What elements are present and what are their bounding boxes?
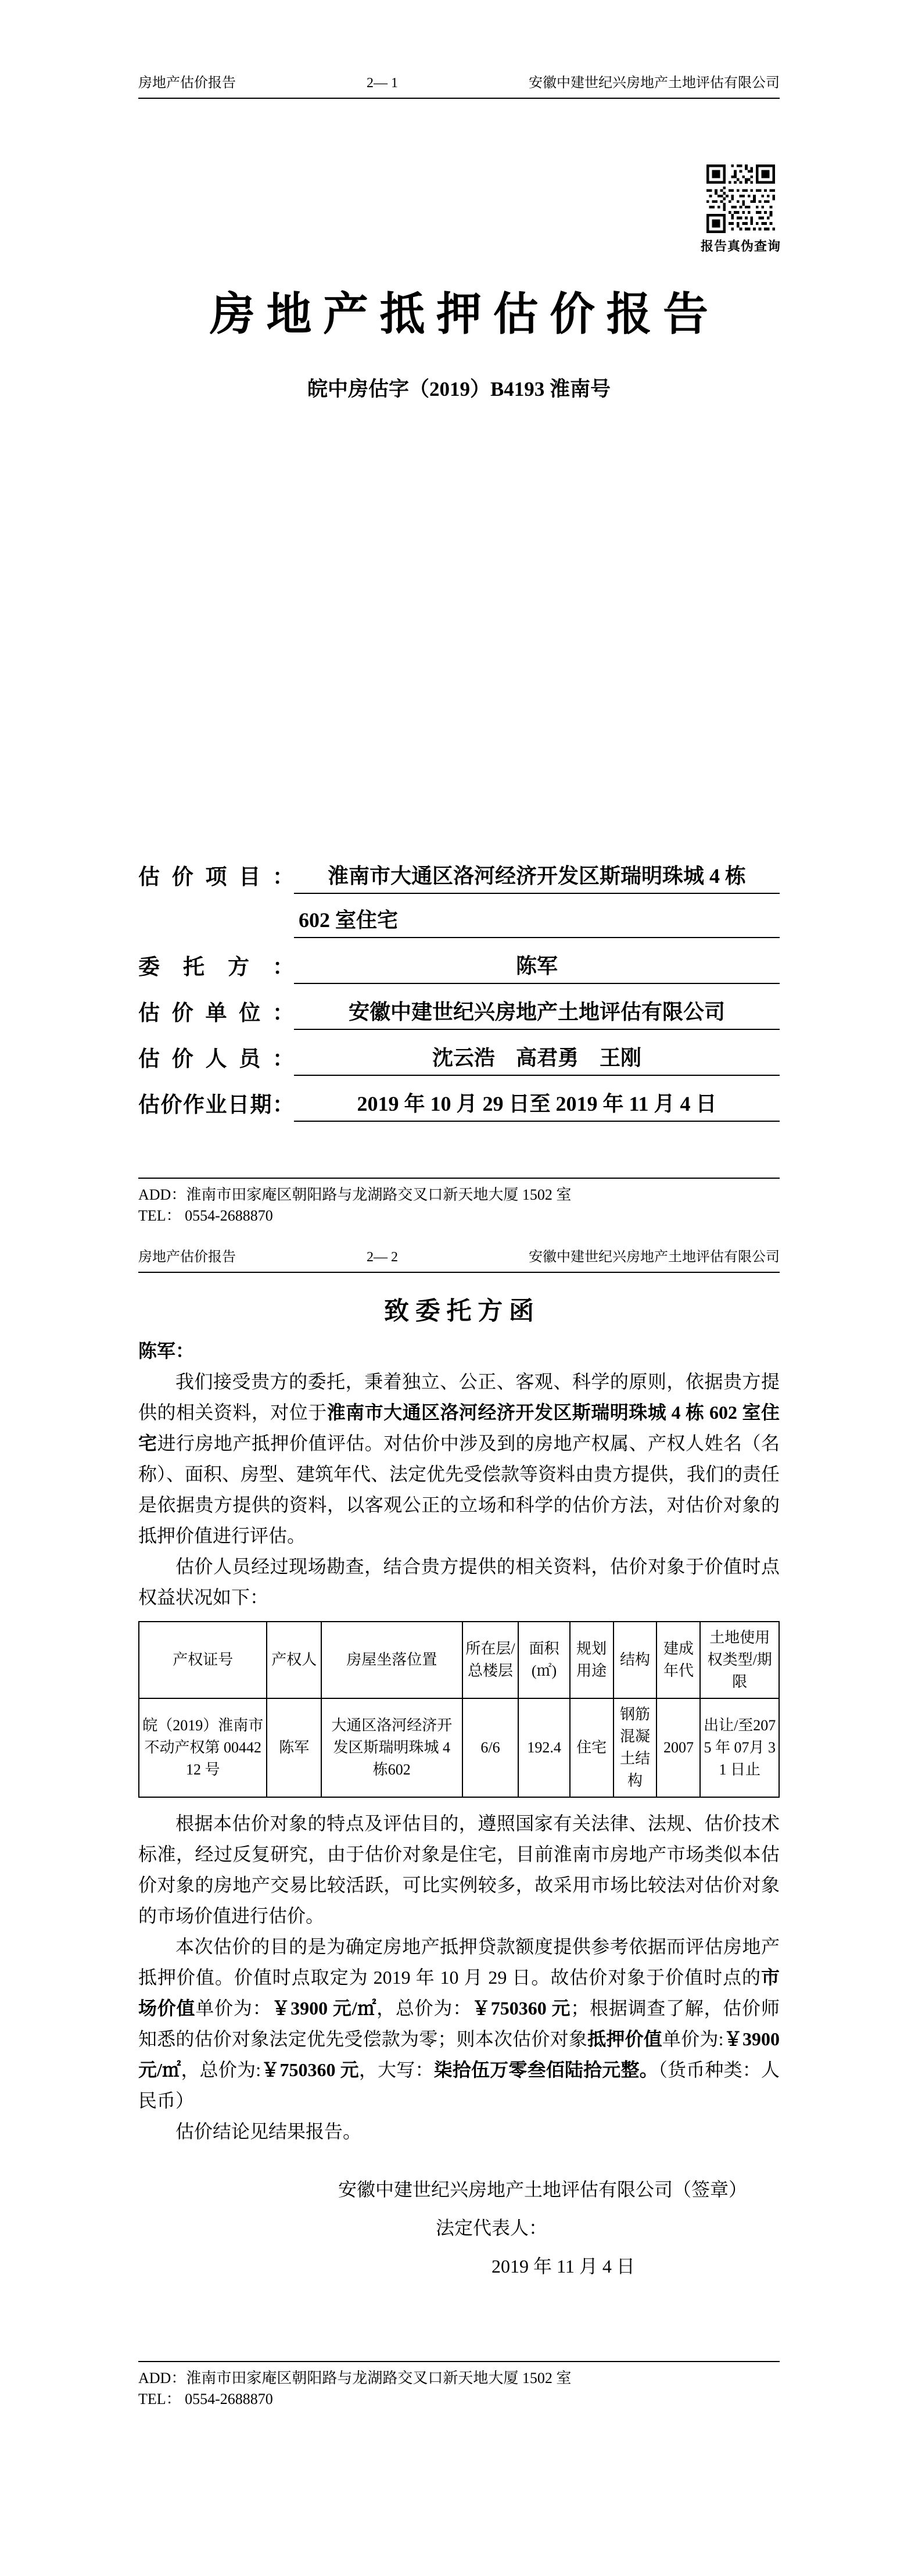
signature-date: 2019 年 11 月 4 日 — [492, 2256, 635, 2277]
form-row-work-date — [138, 1076, 780, 1122]
para4-total-price: ￥750360 元 — [471, 1998, 571, 2019]
header-company-name: 安徽中建世纪兴房地产土地评估有限公司 — [529, 76, 780, 91]
page1-footer — [138, 1178, 780, 1226]
col-header-floor: 所在层/总楼层 — [462, 1622, 519, 1698]
col-header-structure: 结构 — [614, 1622, 657, 1698]
cell-location: 大通区洛河经济开发区斯瑞明珠城 4 栋602 — [321, 1698, 462, 1797]
property-rights-table — [138, 1621, 780, 1798]
form-row-agency — [138, 984, 780, 1030]
form-label-client: 委托方： — [138, 956, 294, 979]
form-label-appraisers: 估价人员： — [138, 1047, 294, 1071]
table-data-row — [139, 1698, 779, 1797]
para1-text: 我们接受贵方的委托，秉着独立、公正、客观、科学的原则，依据贵方提供的相关资料，对位于 — [138, 1371, 780, 1423]
form-row-project-cont — [138, 894, 780, 938]
header-page-number: 2— 2 — [367, 1250, 398, 1265]
col-header-use: 规划用途 — [570, 1622, 614, 1698]
letter-paragraph-2: 估价人员经过现场勘查，结合贵方提供的相关资料，估价对象于价值时点权益状况如下： — [138, 1556, 780, 1608]
qr-caption: 报告真伪查询 — [700, 239, 781, 253]
para4-text: 单价为: — [662, 2028, 724, 2049]
letter-paragraph-4 — [138, 1931, 780, 2116]
para4-text: ，大写： — [358, 2059, 434, 2080]
para4-text: ，总价为： — [376, 1998, 472, 2019]
form-value-client: 陈军 — [294, 950, 780, 984]
para4-text: 单价为： — [195, 1998, 272, 2019]
footer-address: ADD：淮南市田家庵区朝阳路与龙湖路交叉口新天地大厦 1502 室 — [138, 2370, 572, 2387]
form-value-appraisers: 沈云浩 高君勇 王刚 — [294, 1042, 780, 1076]
col-header-location: 房屋坐落位置 — [321, 1622, 462, 1698]
signature-legal-representative: 法定代表人： — [436, 2217, 548, 2238]
table-header-row — [139, 1622, 779, 1698]
letter-paragraph-5: 估价结论见结果报告。 — [175, 2121, 362, 2142]
form-label-agency: 估价单位： — [138, 1001, 294, 1025]
form-row-client — [138, 938, 780, 984]
form-label-work-date: 估价作业日期： — [138, 1093, 294, 1117]
form-label-project: 估价项目： — [138, 865, 294, 889]
para1-text: 进行房地产抵押价值评估。对估价中涉及到的房地产权属、产权人姓名（名称）、面积、房型、建筑年代、法定优先受偿款等资料由贵方提供，我们的责任是依据贵方提供的资料，以客观公正的立场和科学的估价方法，对估价对象的抵押价值进行评估。 — [138, 1433, 780, 1546]
form-value-project-line2: 602 室住宅 — [294, 904, 780, 938]
cell-land-right: 出让/至2075 年 07月 31 日止 — [700, 1698, 779, 1797]
para4-text: ，总价为: — [181, 2059, 261, 2080]
letter-salutation: 陈军： — [138, 1340, 195, 1361]
footer-address: ADD：淮南市田家庵区朝阳路与龙湖路交叉口新天地大厦 1502 室 — [138, 1186, 572, 1203]
page2-footer — [138, 2361, 780, 2410]
header-doc-label: 房地产估价报告 — [138, 1250, 236, 1265]
cell-area: 192.4 — [518, 1698, 569, 1797]
col-header-owner: 产权人 — [267, 1622, 321, 1698]
col-header-area: 面积(㎡) — [518, 1622, 569, 1698]
report-number: 皖中房估字（2019）B4193 淮南号 — [307, 378, 611, 400]
footer-telephone: TEL： 0554-2688870 — [138, 2391, 273, 2407]
col-header-year: 建成年代 — [656, 1622, 700, 1698]
cover-form — [138, 850, 780, 1122]
cell-owner: 陈军 — [267, 1698, 321, 1797]
form-value-work-date: 2019 年 10 月 29 日至 2019 年 11 月 4 日 — [294, 1087, 780, 1122]
letter-body — [138, 1336, 780, 2285]
para4-mortgage-value-label: 抵押价值 — [587, 2028, 662, 2049]
para4-mortgage-total-price: ￥750360 元 — [261, 2059, 359, 2080]
para4-text: 本次估价的目的是为确定房地产抵押贷款额度提供参考依据而评估房地产抵押价值。价值时点取定为 2019 年 10 月 29 日。故估价对象于价值时点的 — [138, 1936, 780, 1988]
letter-title: 致 委 托 方 函 — [384, 1298, 534, 1325]
form-row-project — [138, 850, 780, 894]
header-page-number: 2— 1 — [367, 76, 398, 91]
header-company-name: 安徽中建世纪兴房地产土地评估有限公司 — [529, 1250, 780, 1265]
form-row-appraisers — [138, 1030, 780, 1076]
page2-header — [138, 1248, 780, 1273]
letter-paragraph-1 — [138, 1366, 780, 1551]
para4-market-value-label: 市场价值 — [138, 1967, 780, 2019]
cell-use: 住宅 — [570, 1698, 614, 1797]
signature-block — [338, 2170, 780, 2285]
page1-header — [138, 74, 780, 99]
para4-text: （货币种类：人民币） — [138, 2059, 780, 2111]
signature-company: 安徽中建世纪兴房地产土地评估有限公司（签章） — [338, 2179, 748, 2200]
form-value-agency: 安徽中建世纪兴房地产土地评估有限公司 — [294, 996, 780, 1030]
qr-code-icon — [706, 164, 775, 233]
cell-year: 2007 — [656, 1698, 700, 1797]
header-doc-label: 房地产估价报告 — [138, 76, 236, 91]
letter-paragraph-3: 根据本估价对象的特点及评估目的，遵照国家有关法律、法规、估价技术标准，经过反复研究，由于估价对象是住宅，目前淮南市房地产市场类似本估价对象的房地产交易比较活跃，可比实例较多，故采用市场比较法对估价对象的市场价值进行估价。 — [138, 1813, 780, 1926]
cell-floor: 6/6 — [462, 1698, 519, 1797]
para4-mortgage-unit-price: ￥3900 元/㎡ — [138, 2028, 780, 2080]
report-title: 房 地 产 抵 押 估 价 报 告 — [209, 289, 708, 339]
qr-verification-block — [700, 164, 781, 255]
footer-telephone: TEL： 0554-2688870 — [138, 1207, 273, 1224]
para4-unit-price: ￥3900 元/㎡ — [271, 1998, 377, 2019]
cell-structure: 钢筋混凝土结构 — [614, 1698, 657, 1797]
para4-text: ；根据调查了解，估价师知悉的估价对象法定优先受偿款为零；则本次估价对象 — [138, 1998, 780, 2049]
col-header-land-right: 土地使用权类型/期限 — [700, 1622, 779, 1698]
para4-amount-in-words: 柒拾伍万零叁佰陆拾元整。 — [433, 2059, 658, 2080]
cell-certificate: 皖（2019）淮南市不动产权第 0044212 号 — [139, 1698, 267, 1797]
col-header-certificate: 产权证号 — [139, 1622, 267, 1698]
para1-property-name: 淮南市大通区洛河经济开发区斯瑞明珠城 4 栋 602 室住宅 — [138, 1402, 780, 1454]
form-value-project-line1: 淮南市大通区洛河经济开发区斯瑞明珠城 4 栋 — [294, 860, 780, 894]
